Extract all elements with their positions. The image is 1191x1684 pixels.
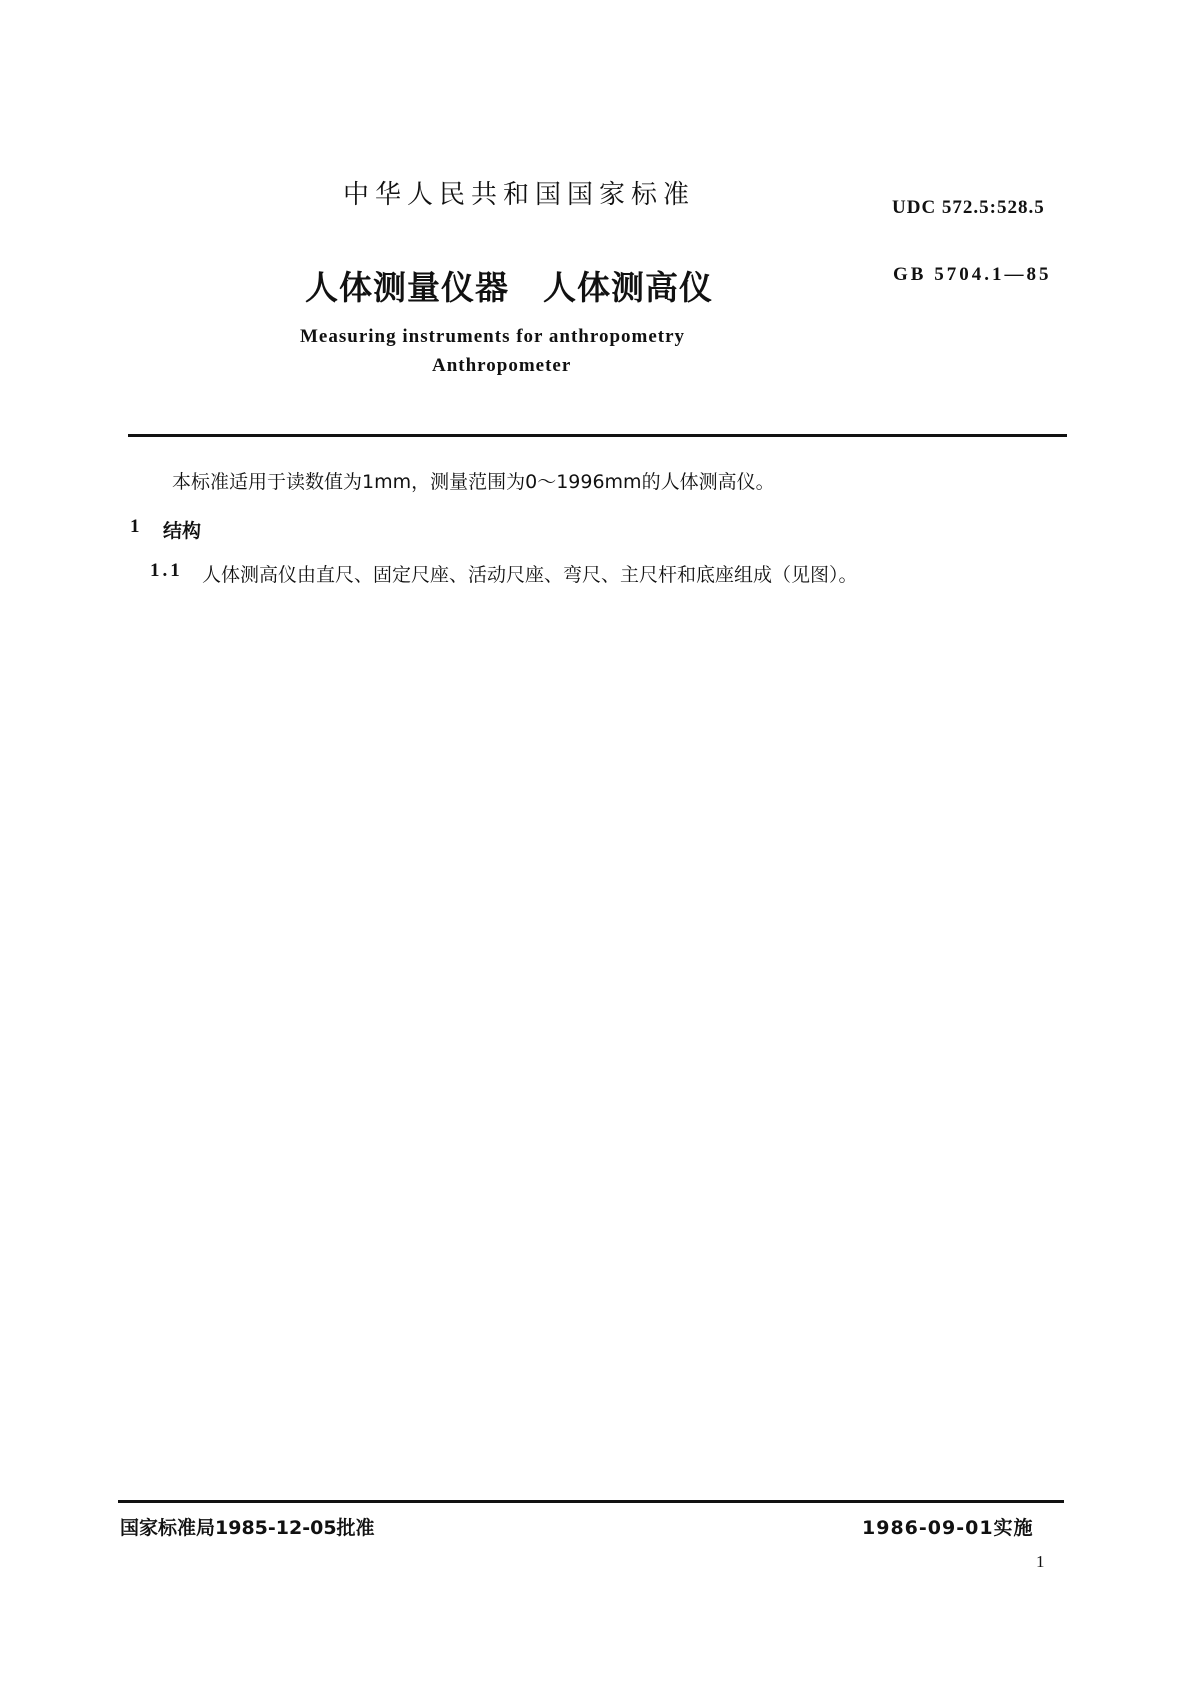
approval-date: 国家标准局1985-12-05批准: [120, 1517, 375, 1539]
section-1-number: 1: [130, 516, 140, 537]
section-1-1-number: 1.1: [150, 560, 183, 581]
udc-code: UDC 572.5:528.5: [892, 197, 1045, 218]
document-title-english-line2: Anthropometer: [432, 355, 572, 376]
page-number: 1: [1036, 1552, 1045, 1571]
footer-divider: [118, 1500, 1064, 1503]
section-1-title: 结构: [163, 520, 202, 542]
gb-standard-number: GB 5704.1—85: [893, 264, 1052, 285]
document-title-english-line1: Measuring instruments for anthropometry: [300, 326, 686, 347]
header-divider: [128, 434, 1067, 437]
effective-date: 1986-09-01实施: [862, 1517, 1034, 1539]
document-title-chinese: 人体测量仪器 人体测高仪: [305, 268, 713, 307]
national-standard-header: 中华人民共和国国家标准: [343, 180, 696, 210]
scope-paragraph: 本标准适用于读数值为1mm，测量范围为0～1996mm的人体测高仪。: [172, 471, 775, 493]
section-1-1-text: 人体测高仪由直尺、固定尺座、活动尺座、弯尺、主尺杆和底座组成（见图）。: [202, 564, 858, 586]
